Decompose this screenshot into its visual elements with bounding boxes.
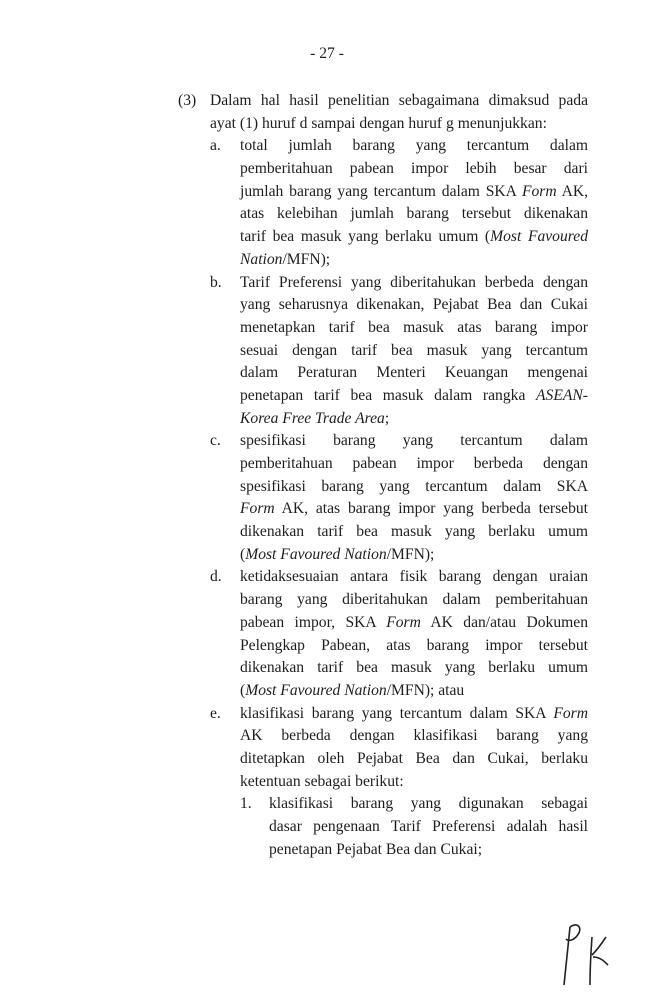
text-line — [178, 385, 588, 408]
line-text — [240, 430, 588, 453]
text-line — [178, 544, 588, 567]
italic-text: Most Favoured — [490, 228, 588, 246]
italic-text: Korea Free Trade Area — [240, 409, 385, 427]
list-item — [178, 135, 588, 271]
list-item — [178, 430, 588, 566]
text-segment: jumlah barang yang tercantum dalam SKA — [240, 182, 522, 200]
text-line — [178, 90, 588, 113]
line-text — [240, 612, 588, 635]
text-segment: sesuai dengan tarif bea masuk yang tercantum — [240, 341, 588, 359]
text-line — [178, 362, 588, 385]
list-marker: b. — [210, 273, 222, 291]
text-line — [178, 453, 588, 476]
text-segment: klasifikasi barang yang tercantum dalam SKA — [240, 704, 554, 722]
line-text — [240, 544, 588, 567]
italic-text: ASEAN- — [536, 386, 588, 404]
text-segment: Pelengkap Pabean, atas barang impor tersebut — [240, 636, 588, 654]
line-text — [240, 521, 588, 544]
text-segment: total jumlah barang yang tercantum dalam — [240, 137, 588, 155]
line-text — [240, 680, 588, 703]
italic-text: Most Favoured Nation — [245, 681, 387, 699]
line-text — [210, 113, 588, 136]
line-text — [240, 249, 588, 272]
page-number: - 27 - — [310, 45, 344, 62]
italic-text: Form — [240, 500, 275, 518]
text-segment: AK dan/atau Dokumen — [420, 613, 588, 631]
line-text — [240, 340, 588, 363]
line-text — [240, 135, 588, 158]
text-segment: atas kelebihan jumlah barang tersebut dikenakan — [240, 205, 588, 223]
line-text — [240, 453, 588, 476]
signature-initials — [556, 915, 616, 990]
italic-text: Nation — [240, 250, 283, 268]
document-body — [178, 90, 588, 861]
line-text — [240, 589, 588, 612]
text-line — [178, 272, 588, 295]
text-segment: yang seharusnya dikenakan, Pejabat Bea dan Cukai — [240, 296, 588, 314]
list-marker: a. — [210, 137, 221, 155]
text-segment: ayat (1) huruf d sampai dengan huruf g menunjukkan: — [210, 114, 547, 132]
text-segment: barang yang diberitahukan dalam pemberitahuan — [240, 591, 588, 609]
list-marker: d. — [210, 568, 222, 586]
text-segment: AK berbeda dengan klasifikasi barang yang — [240, 727, 588, 745]
text-segment: spesifikasi barang yang tercantum dalam — [240, 432, 588, 450]
text-segment: pemberitahuan pabean impor lebih besar dari — [240, 160, 588, 178]
list-marker: (3) — [178, 92, 197, 109]
text-line — [178, 340, 588, 363]
text-segment: ditetapkan oleh Pejabat Bea dan Cukai, berlaku — [240, 749, 588, 767]
text-segment: tarif bea masuk yang berlaku umum ( — [240, 228, 491, 246]
line-text — [240, 408, 588, 431]
italic-text: Form — [386, 613, 421, 631]
text-line — [178, 839, 588, 862]
text-line — [178, 635, 588, 658]
text-segment: klasifikasi barang yang digunakan sebagai — [269, 795, 588, 813]
text-segment: AK, atas barang impor yang berbeda tersebut — [274, 500, 588, 518]
line-text — [210, 90, 588, 113]
list-item — [178, 566, 588, 702]
text-segment: /MFN); — [386, 545, 435, 563]
text-segment: penetapan Pejabat Bea dan Cukai; — [269, 840, 483, 858]
line-text — [240, 181, 588, 204]
italic-text: Most Favoured Nation — [245, 545, 387, 563]
line-text — [240, 158, 588, 181]
text-segment: dasar pengenaan Tarif Preferensi adalah hasil — [269, 818, 588, 835]
line-text — [240, 294, 588, 317]
text-line — [178, 793, 588, 816]
line-text — [240, 771, 588, 794]
text-line — [178, 113, 588, 136]
text-segment: /MFN); — [282, 250, 331, 268]
text-segment: ketidaksesuaian antara fisik barang dengan uraian — [240, 568, 588, 586]
line-text — [240, 498, 588, 521]
text-line — [178, 612, 588, 635]
text-line — [178, 476, 588, 499]
text-segment: /MFN); atau — [386, 681, 465, 699]
text-segment: pabean impor, SKA — [240, 613, 387, 631]
line-text — [240, 476, 588, 499]
line-text — [240, 635, 588, 658]
list-item — [178, 793, 588, 861]
line-text — [240, 703, 588, 726]
line-text — [240, 657, 588, 680]
text-line — [178, 748, 588, 771]
text-line — [178, 430, 588, 453]
line-text — [240, 725, 588, 748]
text-line — [178, 408, 588, 431]
text-line — [178, 566, 588, 589]
italic-text: Form — [553, 704, 588, 722]
text-line — [178, 181, 588, 204]
line-text — [240, 317, 588, 340]
line-text — [240, 385, 588, 408]
list-item — [178, 90, 588, 135]
list-marker: c. — [210, 432, 221, 450]
list-marker: 1. — [240, 795, 252, 813]
text-segment: pemberitahuan pabean impor berbeda dengan — [240, 455, 588, 472]
line-text — [240, 566, 588, 589]
line-text — [269, 839, 588, 862]
text-line — [178, 816, 588, 839]
text-segment: ( — [240, 681, 246, 699]
line-text — [240, 272, 588, 295]
text-segment: ; — [384, 409, 390, 427]
text-line — [178, 294, 588, 317]
line-text — [240, 362, 588, 385]
line-text — [240, 226, 588, 249]
text-line — [178, 589, 588, 612]
list-marker: e. — [210, 704, 221, 722]
text-segment: dikenakan tarif bea masuk yang berlaku umum — [240, 523, 588, 541]
text-line — [178, 203, 588, 226]
text-line — [178, 317, 588, 340]
text-line — [178, 249, 588, 272]
text-segment: penetapan tarif bea masuk dalam rangka — [240, 386, 537, 404]
text-line — [178, 498, 588, 521]
text-segment: dikenakan tarif bea masuk yang berlaku umum — [240, 659, 588, 677]
text-segment: ( — [240, 545, 246, 563]
text-line — [178, 158, 588, 181]
italic-text: Form — [521, 182, 557, 200]
text-segment: menetapkan tarif bea masuk atas barang impor — [240, 318, 588, 336]
list-item — [178, 703, 588, 794]
line-text — [240, 748, 588, 771]
text-segment: Tarif Preferensi yang diberitahukan berbeda dengan — [240, 273, 588, 291]
text-line — [178, 703, 588, 726]
text-segment: Dalam hal hasil penelitian sebagaimana dimaksud pada — [210, 92, 588, 109]
text-line — [178, 521, 588, 544]
text-line — [178, 135, 588, 158]
line-text — [269, 793, 588, 816]
text-line — [178, 771, 588, 794]
text-line — [178, 226, 588, 249]
text-line — [178, 725, 588, 748]
text-segment: AK, — [556, 182, 589, 200]
text-line — [178, 680, 588, 703]
text-segment: ketentuan sebagai berikut: — [240, 772, 404, 790]
list-item — [178, 272, 588, 431]
text-segment: dalam Peraturan Menteri Keuangan mengenai — [240, 364, 588, 382]
line-text — [269, 816, 588, 839]
text-segment: spesifikasi barang yang tercantum dalam SKA — [240, 477, 588, 495]
line-text — [240, 203, 588, 226]
text-line — [178, 657, 588, 680]
